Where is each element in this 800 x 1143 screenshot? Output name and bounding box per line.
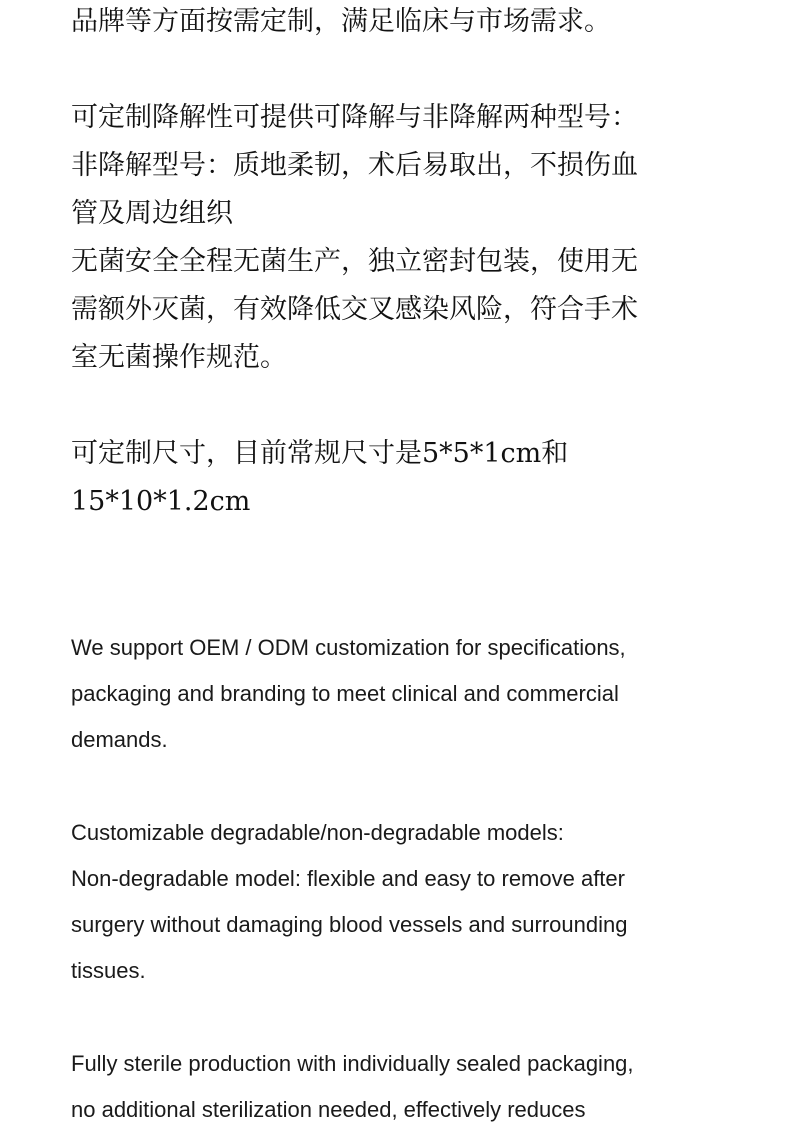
- en-oem-paragraph: [71, 625, 731, 763]
- en-oem-line: demands.: [71, 727, 168, 752]
- zh-size-line: 可定制尺寸，目前常规尺寸是5*5*1cm和: [71, 438, 569, 469]
- en-models-line: surgery without damaging blood vessels and surrounding: [71, 912, 628, 937]
- zh-size-paragraph: [71, 430, 711, 526]
- en-sterile-line: Fully sterile production with individually sealed packaging,: [71, 1051, 634, 1076]
- zh-degradability-line: 管及周边组织: [71, 198, 233, 229]
- zh-size-line: 15*10*1.2cm: [71, 486, 251, 517]
- zh-intro-paragraph: [71, 0, 711, 46]
- zh-degradability-paragraph: [71, 94, 711, 238]
- en-models-line: Non-degradable model: flexible and easy to remove after: [71, 866, 625, 891]
- en-sterile-line: no additional sterilization needed, effectively reduces: [71, 1097, 586, 1122]
- zh-sterile-line: 室无菌操作规范。: [71, 342, 287, 373]
- en-oem-line: We support OEM / ODM customization for specifications,: [71, 635, 626, 660]
- zh-sterile-paragraph: [71, 238, 711, 382]
- zh-degradability-line: 可定制降解性可提供可降解与非降解两种型号：: [71, 102, 638, 133]
- en-models-paragraph: [71, 810, 731, 994]
- zh-sterile-line: 需额外灭菌，有效降低交叉感染风险，符合手术: [71, 294, 638, 325]
- en-sterile-paragraph: [71, 1041, 731, 1133]
- en-oem-line: packaging and branding to meet clinical and commercial: [71, 681, 619, 706]
- en-models-line: tissues.: [71, 958, 146, 983]
- zh-sterile-line: 无菌安全全程无菌生产，独立密封包装，使用无: [71, 246, 638, 277]
- en-models-line: Customizable degradable/non-degradable models:: [71, 820, 564, 845]
- zh-degradability-line: 非降解型号：质地柔韧，术后易取出，不损伤血: [71, 150, 638, 181]
- zh-intro-line: 品牌等方面按需定制，满足临床与市场需求。: [71, 6, 611, 37]
